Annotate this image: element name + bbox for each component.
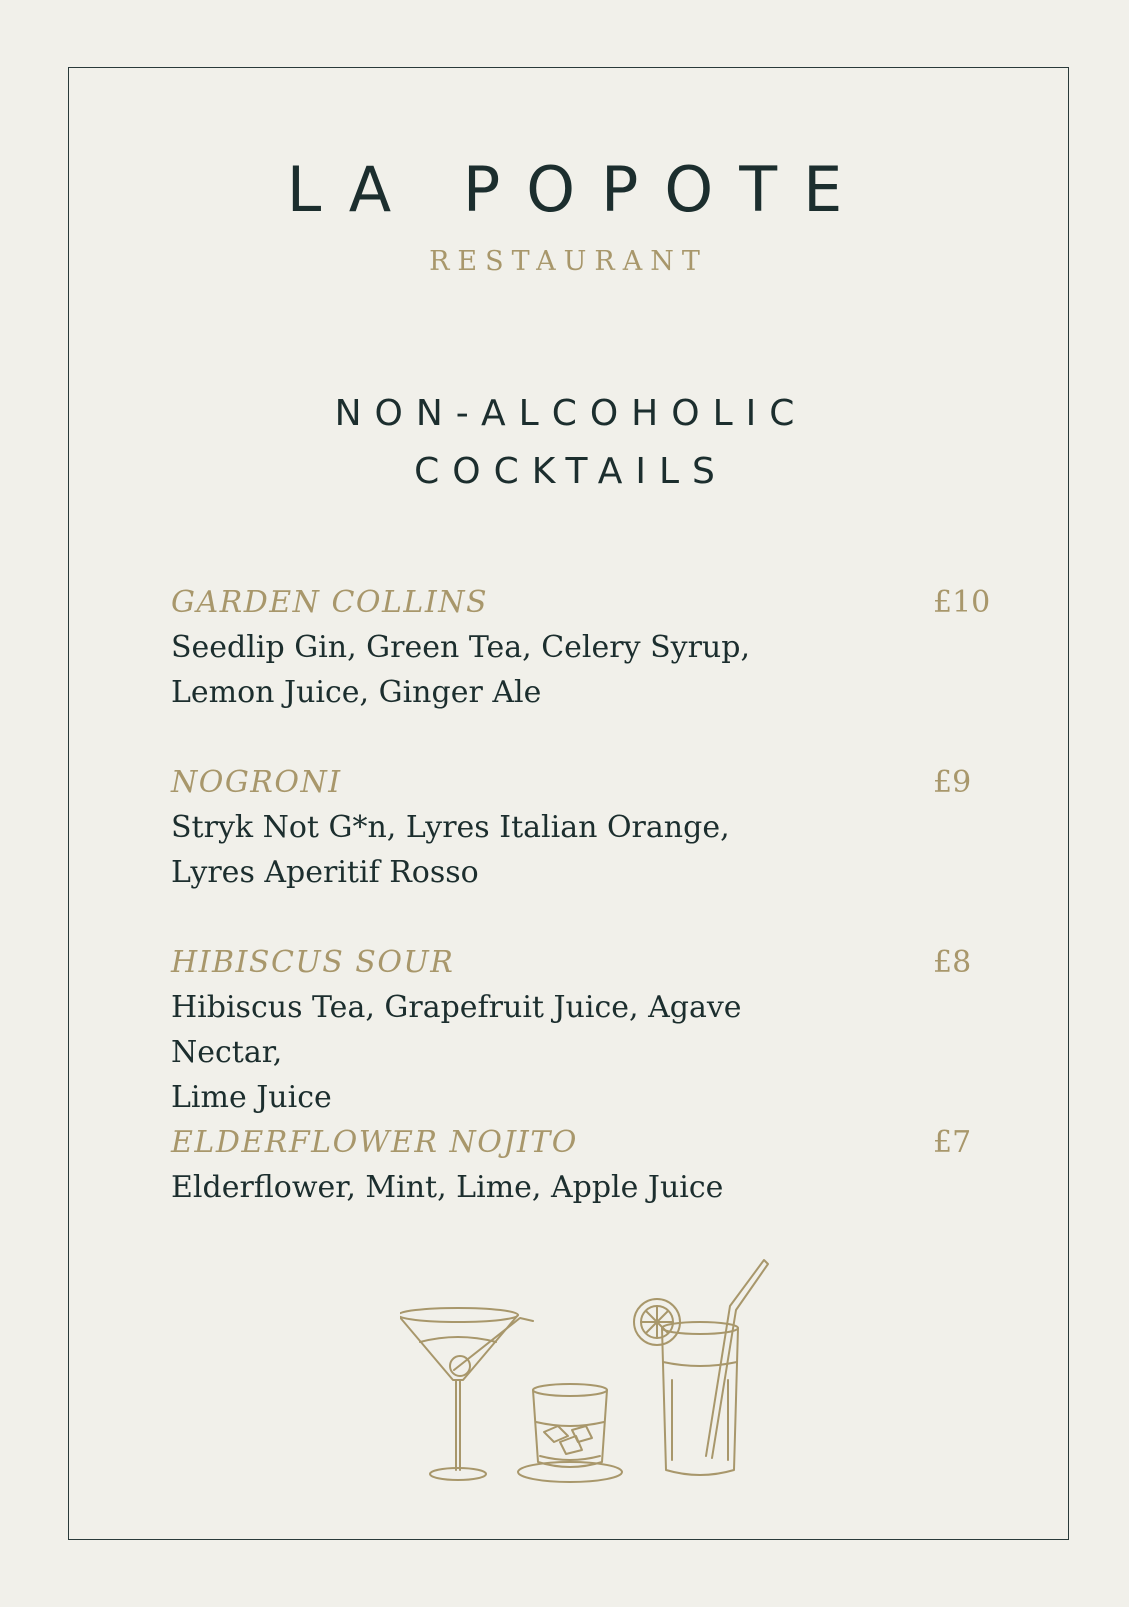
item-price: £9 — [933, 765, 972, 800]
item-price: £10 — [933, 585, 991, 620]
item-description: Seedlip Gin, Green Tea, Celery Syrup, Lemon Juice, Ginger Ale — [171, 630, 750, 710]
item-price: £7 — [933, 1125, 972, 1160]
item-name: HIBISCUS SOUR — [171, 945, 455, 980]
item-name: NOGRONI — [171, 765, 342, 800]
item-description: Hibiscus Tea, Grapefruit Juice, Agave Nectar, Lime Juice — [171, 990, 742, 1115]
menu-item-hibiscus-sour — [171, 941, 983, 1120]
menu-item-elderflower-nojito — [171, 1121, 983, 1210]
item-name: ELDERFLOWER NOJITO — [171, 1125, 578, 1160]
item-price: £8 — [933, 945, 972, 980]
section-title — [0, 385, 1129, 501]
drinks-illustration — [400, 1250, 800, 1490]
menu-item-nogroni — [171, 761, 983, 895]
section-title-line-1: NON-ALCOHOLIC — [334, 393, 808, 434]
restaurant-subtitle: RESTAURANT — [429, 246, 708, 277]
highball-glass-icon — [634, 1260, 768, 1475]
rocks-glass-icon — [518, 1384, 622, 1482]
item-description: Elderflower, Mint, Lime, Apple Juice — [171, 1170, 724, 1205]
item-description: Stryk Not G*n, Lyres Italian Orange, Lyres Aperitif Rosso — [171, 810, 730, 890]
menu-item-garden-collins — [171, 581, 991, 715]
item-name: GARDEN COLLINS — [171, 585, 489, 620]
martini-glass-icon — [400, 1308, 533, 1480]
section-title-line-2: COCKTAILS — [414, 451, 728, 492]
restaurant-name: LA POPOTE — [286, 153, 869, 226]
